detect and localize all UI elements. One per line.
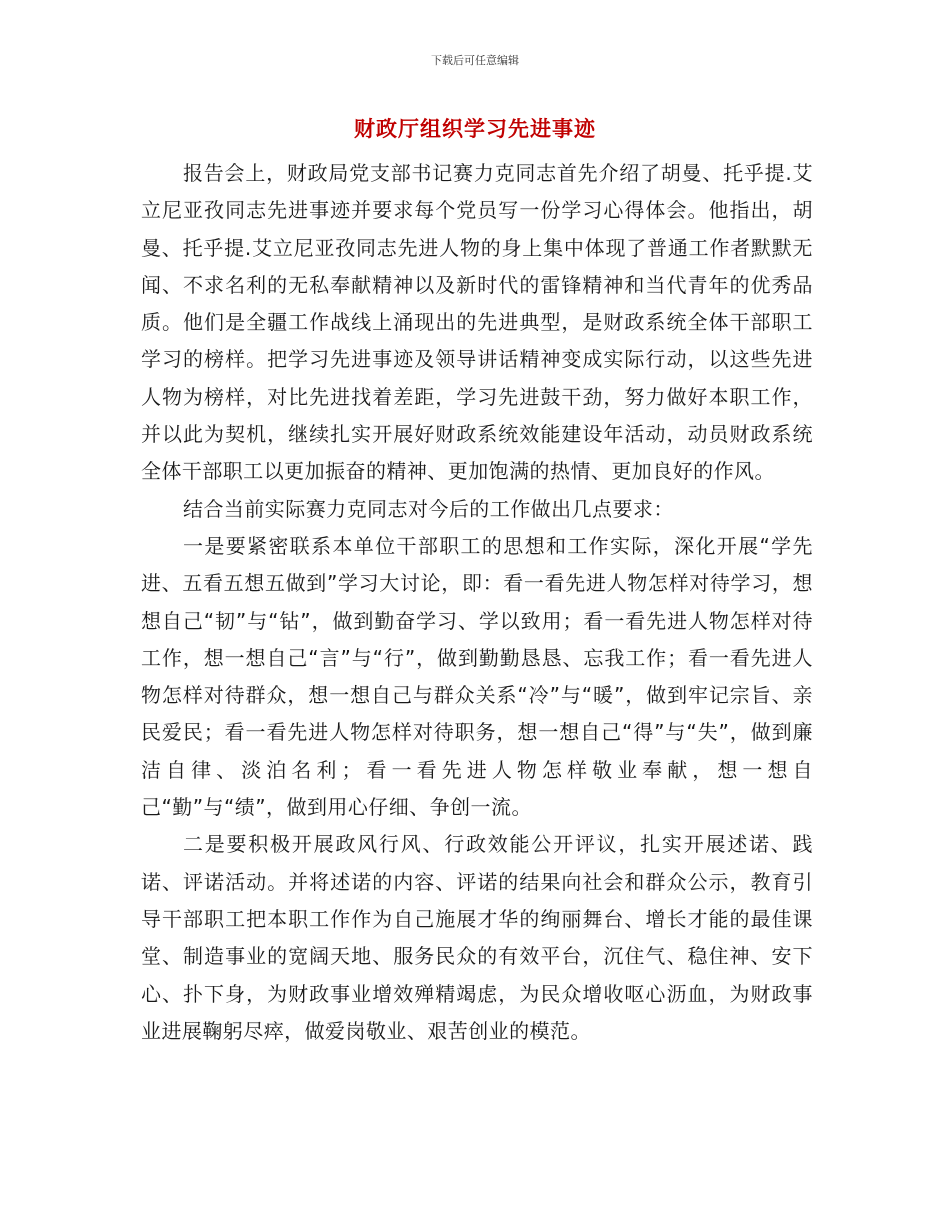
page-header-note: 下载后可任意编辑 [431, 54, 519, 67]
paragraph-report-meeting: 报告会上，财政局党支部书记赛力克同志首先介绍了胡曼、托乎提.艾立尼亚孜同志先进事迹并要求每个党员写一份学习心得体会。他指出，胡曼、托乎提.艾立尼亚孜同志先进人物的身上集中体现了普通工作者默默无闻、不求名利的无私奉献精神以及新时代的雷锋精神和当代青年的优秀品质。他们是全疆工作战线上涌现出的先进典型，是财政系统全体干部职工学习的榜样。把学习先进事迹及领导讲话精神变成实际行动，以这些先进人物为榜样，对比先进找着差距，学习先进鼓干劲，努力做好本职工作，并以此为契机，继续扎实开展好财政系统效能建设年活动，动员财政系统全体干部职工以更加振奋的精神、更加饱满的热情、更加良好的作风。 [141, 161, 813, 484]
paragraph-requirement-two: 二是要积极开展政风行风、行政效能公开评议，扎实开展述诺、践诺、评诺活动。并将述诺的内容、评诺的结果向社会和群众公示，教育引导干部职工把本职工作作为自己施展才华的绚丽舞台、增长才能的最佳课堂、制造事业的宽阔天地、服务民众的有效平台，沉住气、稳住神、安下心、扑下身，为财政事业增效殚精竭虑，为民众增收呕心沥血，为财政事业进展鞠躬尽瘁，做爱岗敬业、艰苦创业的模范。 [141, 832, 813, 1043]
document-body [141, 155, 813, 1050]
paragraph-requirement-one: 一是要紧密联系本单位干部职工的思想和工作实际，深化开展“学先进、五看五想五做到”学习大讨论，即：看一看先进人物怎样对待学习，想想自己“韧”与“钻”，做到勤奋学习、学以致用；看一看先进人物怎样对待工作，想一想自己“言”与“行”，做到勤勤恳恳、忘我工作；看一看先进人物怎样对待群众，想一想自己与群众关系“冷”与“暖”，做到牢记宗旨、亲民爱民；看一看先进人物怎样对待职务，想一想自己“得”与“失”，做到廉洁自律、淡泊名利；看一看先进人物怎样敬业奉献，想一想自己“勤”与“绩”，做到用心仔细、争创一流。 [141, 533, 813, 820]
document-title: 财政厅组织学习先进事迹 [354, 117, 596, 141]
paragraph-requirements-intro: 结合当前实际赛力克同志对今后的工作做出几点要求： [183, 496, 674, 521]
